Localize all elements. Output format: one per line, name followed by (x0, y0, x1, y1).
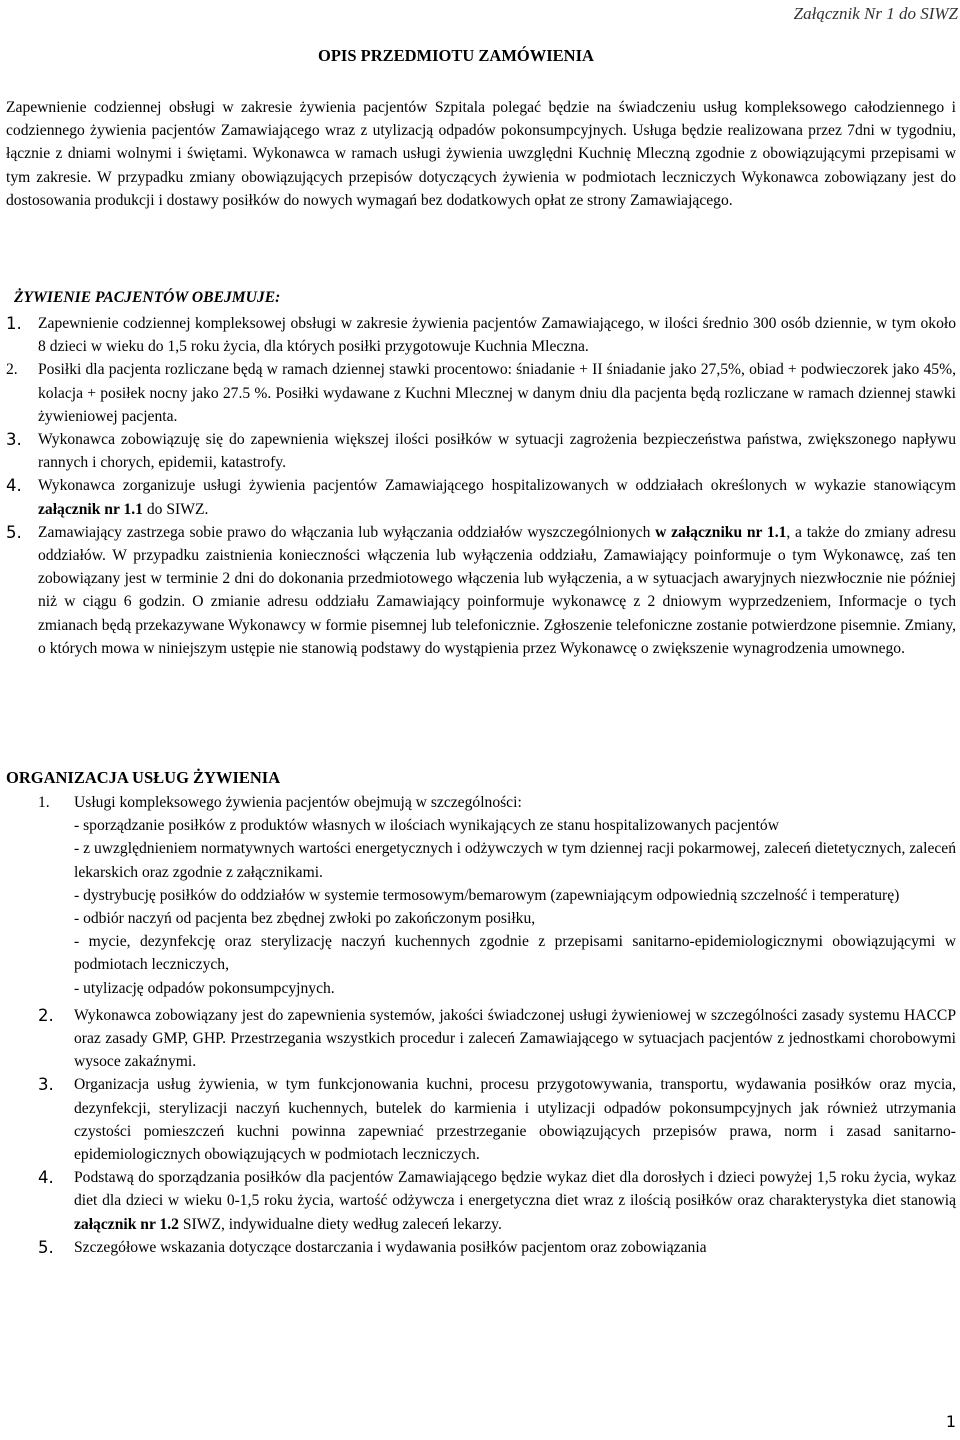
bullet-line: - dystrybucję posiłków do oddziałów w systemie termosowym/bemarowym (zapewniającym odpowiednią szczelność i temperaturę) (74, 886, 900, 904)
list-item-text: do SIWZ. (142, 500, 209, 518)
list-item (6, 474, 956, 520)
list-item (6, 428, 956, 474)
list-item-number: 3. (38, 1075, 54, 1095)
list-item (6, 1004, 956, 1074)
list-item (6, 791, 956, 1000)
list-item-lead: Usługi kompleksowego żywienia pacjentów obejmują w szczególności: (74, 794, 522, 811)
list-item-text: Szczegółowe wskazania dotyczące dostarczania i wydawania posiłków pacjentom oraz zobowiązania (74, 1238, 707, 1256)
list-item-text: Posiłki dla pacjenta rozliczane będą w ramach dziennej stawki procentowo: śniadanie + II śniadanie jako 27,5%, obiad + podwieczorek jako 45%, kolacja + posiłek nocny jako 27.5 %. Posiłki wydawane z Kuchni Mlecznej w danym dniu dla pacjenta będą rozliczane w ramach dziennej stawki żywieniowej pacjenta. (38, 361, 956, 425)
organization-list (6, 791, 956, 1259)
list-item-number: 3. (6, 430, 22, 450)
list-item-text: SIWZ, indywidualne diety według zaleceń lekarzy. (178, 1215, 502, 1233)
annex-reference: w załączniku nr 1.1 (655, 523, 787, 541)
list-item-text: Zamawiający zastrzega sobie prawo do włączania lub wyłączania oddziałów wyszczególnionych (38, 523, 656, 541)
list-item (6, 521, 956, 660)
list-item-text: , a także do zmiany adresu oddziałów. W przypadku zaistnienia konieczności włączenia lub wyłączenia oddziału, Zamawiający poinformuje o tym Wykonawcę, zaś ten zobowiązany jest w terminie 2 dni do dokonania przedmiotowego włączenia lub wyłączenia, a w sytuacjach awaryjnych niezwłocznie nie później niż w ciągu 6 godzin. O zmianie adresu oddziału Zamawiający poinformuje wykonawcę z 2 dniowym wyprzedzeniem, Informacje o tych zmianach będą przekazywane Wykonawcy w formie pisemnej lub telefonicznie. Zgłoszenie telefoniczne zostanie potwierdzone pisemnie. Zmiany, o których mowa w niniejszym ustępie nie stanowią podstawy do wystąpienia przez Wykonawcę o zwiększenie wynagrodzenia umownego. (38, 523, 956, 657)
intro-text-2: Wykonawca w ramach usługi żywienia uwzględni Kuchnię Mleczną zgodnie z obowiązującymi przepisami w tym zakresie. (6, 145, 956, 186)
list-item (6, 312, 956, 358)
list-item (6, 1166, 956, 1236)
intro-text-3: W przypadku zmiany obowiązujących przepisów dotyczących żywienia w podmiotach leczniczych Wykonawca zobowiązany jest do dostosowania produkcji i dostawy posiłków do nowych wymagań bez dodatkowych opłat ze strony Zamawiającego. (6, 168, 956, 209)
section-heading-organization: ORGANIZACJA USŁUG ŻYWIENIA (6, 768, 281, 787)
document-title: OPIS PRZEDMIOTU ZAMÓWIENIA (318, 46, 594, 65)
list-item-number: 2. (6, 361, 18, 379)
intro-paragraph (6, 96, 956, 212)
list-item (6, 1073, 956, 1166)
list-item-number: 5. (6, 522, 22, 542)
list-item-text: Podstawą do sporządzania posiłków dla pacjentów Zamawiającego będzie wykaz diet dla dorosłych i dzieci powyżej 1,5 roku życia, wykaz diet dla dzieci w wieku 0-1,5 roku życia, wartość odżywcza i energetyczna diet wraz z ilością posiłków oraz charakterystyka diet stanowią (74, 1169, 956, 1210)
bullet-line: - mycie, dezynfekcję oraz sterylizację naczyń kuchennych zgodnie z przepisami sanitarno-epidemiologicznymi obowiązującymi w podmiotach leczniczych, (74, 933, 956, 974)
annex-reference: załącznik nr 1.1 (38, 500, 143, 518)
list-item-text: Wykonawca zobowiązany jest do zapewnienia systemów, jakości świadczonej usługi żywieniowej w szczególności zasady systemu HACCP oraz zasady GMP, GHP. Przestrzegania wszystkich procedur i zaleceń Zamawiającego w sytuacjach pacjentów z jednostkami chorobowymi wysoce zakaźnymi. (74, 1006, 956, 1071)
list-item (6, 358, 956, 428)
list-item-text: Organizacja usług żywienia, w tym funkcjonowania kuchni, procesu przygotowywania, transportu, wydawania posiłków oraz mycia, dezynfekcji, sterylizacji naczyń kuchennych, butelek do karmienia i utylizacji odpadów pokonsumpcyjnych jak również utrzymania czystości pomieszczeń kuchni powinna zapewniać przestrzeganie obowiązujących przepisów prawa, norm i zasad sanitarno-epidemiologicznych obowiązujących w podmiotach leczniczych. (74, 1076, 956, 1164)
bullet-line: - odbiór naczyń od pacjenta bez zbędnej zwłoki po zakończonym posiłku, (74, 910, 536, 928)
annex-reference: załącznik nr 1.2 (74, 1215, 179, 1233)
list-item-number: 1. (6, 314, 22, 333)
patient-nutrition-list (6, 312, 956, 660)
annex-label: Załącznik Nr 1 do SIWZ (793, 4, 958, 23)
list-item-text: Wykonawca zobowiązuję się do zapewnienia większej ilości posiłków w sytuacji zagrożenia bezpieczeństwa państwa, zwiększonego napływu rannych i chorych, epidemii, katastrofy. (38, 431, 956, 472)
list-item-number: 1. (38, 794, 50, 811)
list-item-number: 4. (38, 1168, 54, 1188)
page-number: 1 (945, 1412, 956, 1431)
list-item-text: Zapewnienie codziennej kompleksowej obsługi w zakresie żywienia pacjentów Zamawiającego, w ilości średnio 300 osób dziennie, w tym około 8 dzieci w wieku do 1,5 roku życia, dla których posiłki przygotowuje Kuchnia Mleczna. (38, 315, 956, 356)
bullet-line: - utylizację odpadów pokonsumpcyjnych. (74, 979, 335, 997)
bullet-line: - z uwzględnieniem normatywnych wartości energetycznych i odżywczych w tym dziennej racji pokarmowej, zaleceń dietetycznych, zaleceń lekarskich oraz zgodnie z załącznikami. (74, 840, 956, 881)
list-item-number: 4. (6, 476, 22, 496)
intro-text-1: Zapewnienie codziennej obsługi w zakresie żywienia pacjentów Szpitala polegać będzie na świadczeniu usług kompleksowego całodziennego i codziennego żywienia pacjentów Zamawiającego wraz z utylizacją odpadów pokonsumpcyjnych. Usługa będzie realizowana przez 7dni w tygodniu, łącznie z dniami wolnymi i świętami. (6, 99, 956, 163)
list-item-text: Wykonawca zorganizuje usługi żywienia pacjentów Zamawiającego hospitalizowanych w oddziałach określonych w wykazie stanowiącym (38, 477, 956, 495)
bullet-line: - sporządzanie posiłków z produktów własnych w ilościach wynikających ze stanu hospitalizowanych pacjentów (74, 817, 779, 835)
list-item (6, 1236, 956, 1259)
list-item-number: 2. (38, 1005, 54, 1025)
section-heading-patient-nutrition: ŻYWIENIE PACJENTÓW OBEJMUJE: (14, 289, 281, 306)
list-item-number: 5. (38, 1237, 54, 1257)
